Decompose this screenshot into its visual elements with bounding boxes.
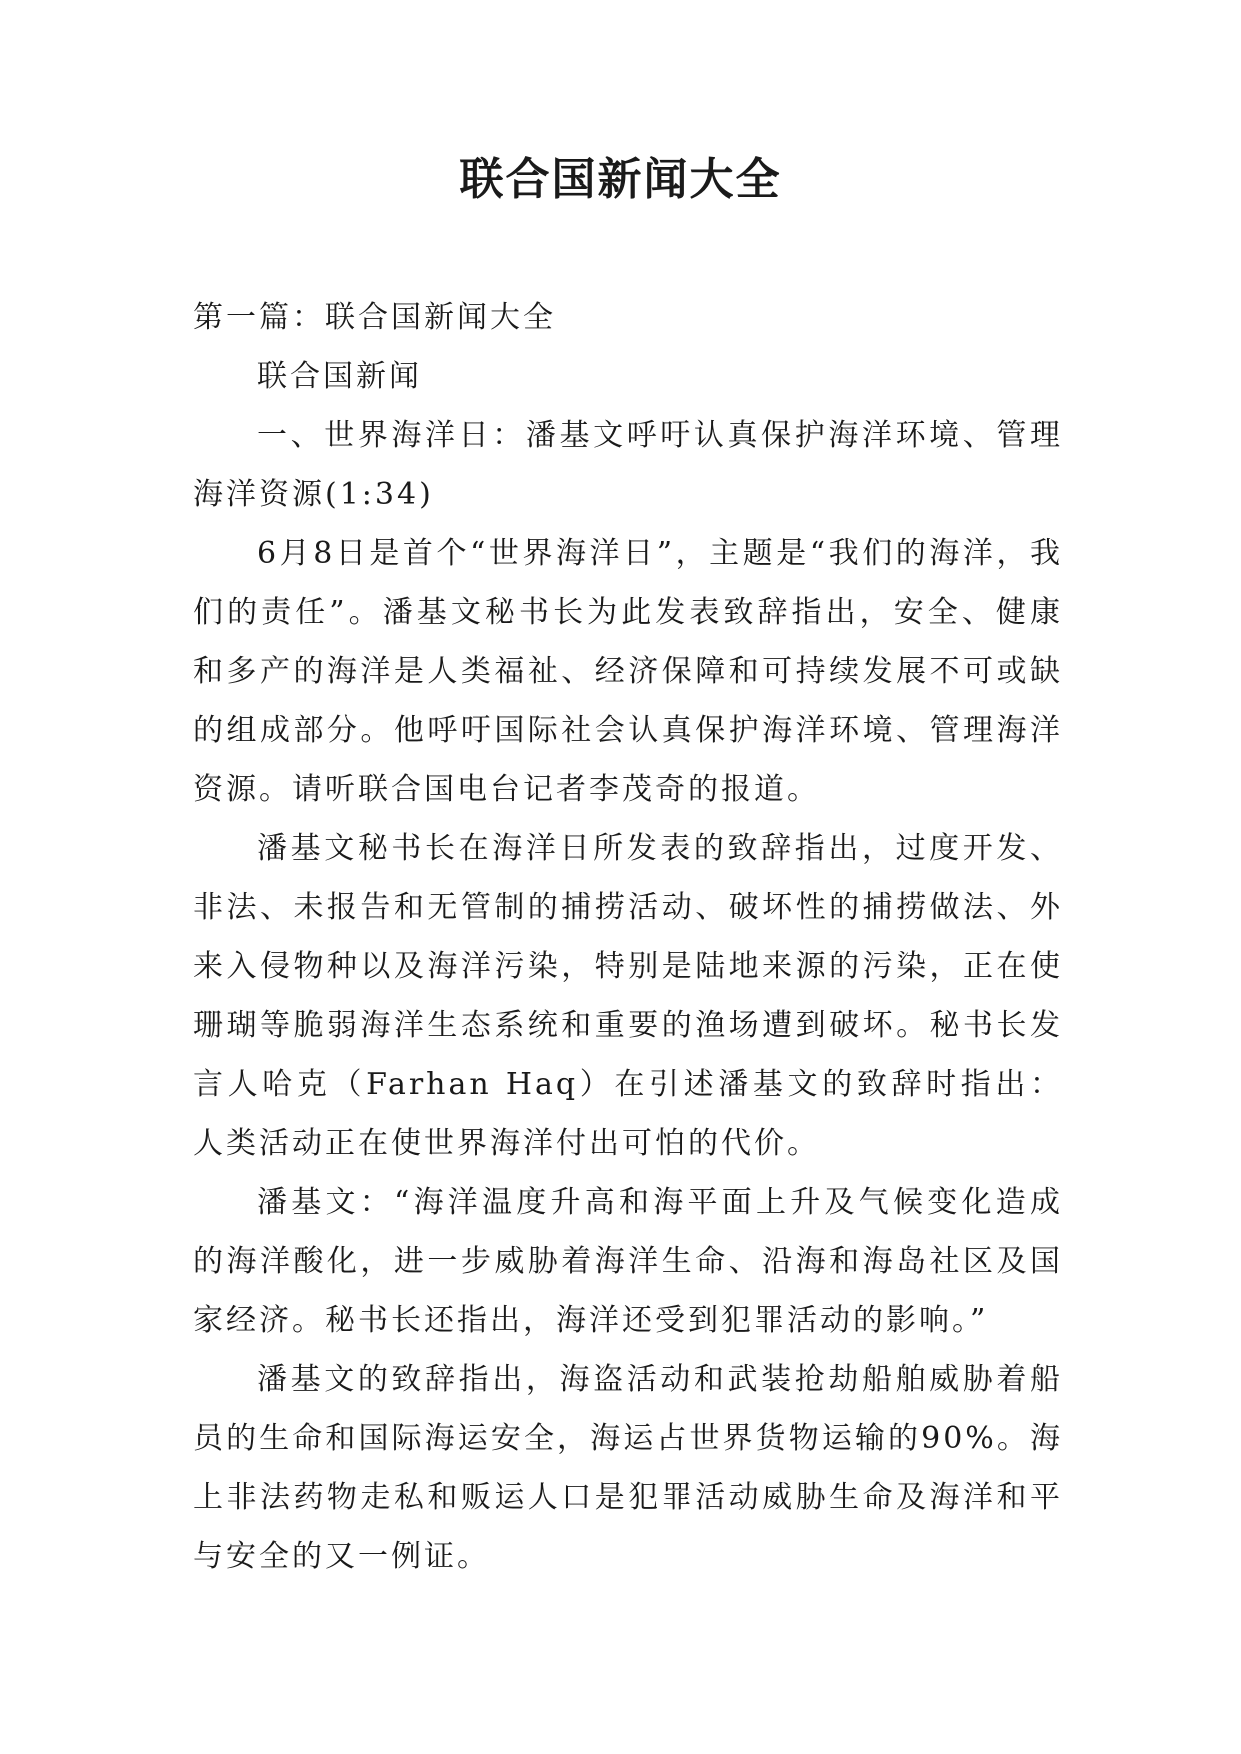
paragraph: 潘基文的致辞指出，海盗活动和武装抢劫船舶威胁着船员的生命和国际海运安全，海运占世界货物运输的90%。海上非法药物走私和贩运人口是犯罪活动威胁生命及海洋和平与安全的又一例证。 (193, 1362, 1063, 1574)
document-title: 联合国新闻大全 (459, 154, 782, 205)
paragraph: 潘基文：“海洋温度升高和海平面上升及气候变化造成的海洋酸化，进一步威胁着海洋生命、沿海和海岛社区及国家经济。秘书长还指出，海洋还受到犯罪活动的影响。” (193, 1185, 1063, 1338)
section-heading: 联合国新闻 (257, 359, 422, 394)
paragraph: 6月8日是首个“世界海洋日”，主题是“我们的海洋，我们的责任”。潘基文秘书长为此发表致辞指出，安全、健康和多产的海洋是人类福祉、经济保障和可持续发展不可或缺的组成部分。他呼吁国际社会认真保护海洋环境、管理海洋资源。请听联合国电台记者李茂奇的报道。 (193, 536, 1063, 807)
document-body (193, 288, 1063, 1586)
paragraph: 潘基文秘书长在海洋日所发表的致辞指出，过度开发、非法、未报告和无管制的捕捞活动、破坏性的捕捞做法、外来入侵物种以及海洋污染，特别是陆地来源的污染，正在使珊瑚等脆弱海洋生态系统和重要的渔场遭到破坏。秘书长发言人哈克（Farhan Haq）在引述潘基文的致辞时指出：人类活动正在使世界海洋付出可怕的代价。 (193, 831, 1063, 1161)
chapter-heading: 第一篇：联合国新闻大全 (193, 300, 556, 335)
article-heading: 一、世界海洋日：潘基文呼吁认真保护海洋环境、管理海洋资源(1:34) (193, 418, 1063, 512)
